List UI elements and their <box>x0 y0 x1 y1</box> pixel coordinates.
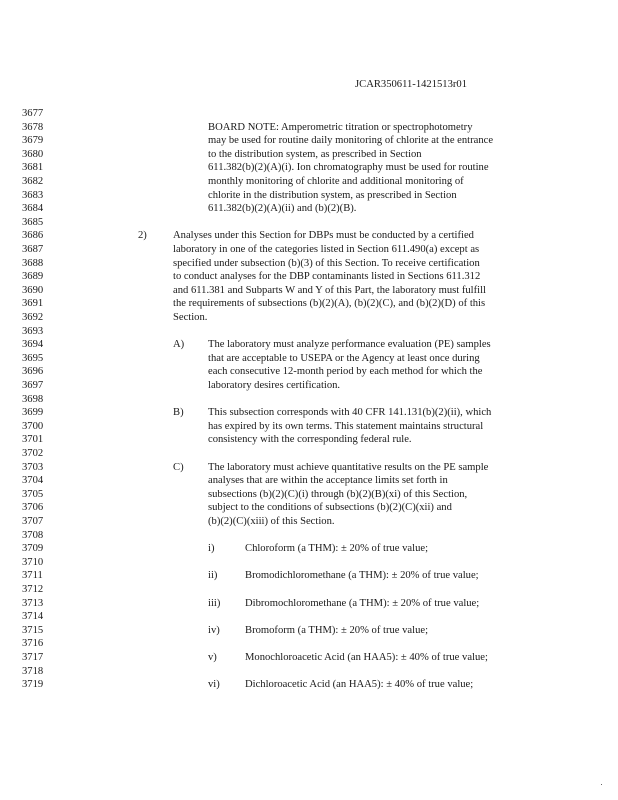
item-label: iv) <box>208 624 220 636</box>
line-number: 3716 <box>22 638 44 650</box>
item-text: Chloroform (a THM): ± 20% of true value; <box>245 543 429 555</box>
line-number: 3713 <box>22 597 44 609</box>
line-number: 3694 <box>22 339 44 351</box>
line-number: 3710 <box>22 556 44 568</box>
item-label: v) <box>208 652 217 663</box>
subsection-c-line: subsections (b)(2)(C)(i) through (b)(2)(B)(xi) of this Section, <box>208 488 468 500</box>
item-text: Dibromochloromethane (a THM): ± 20% of true value; <box>245 597 480 609</box>
line-number: 3679 <box>22 135 44 147</box>
line-number: 3715 <box>22 624 44 636</box>
line-number: 3701 <box>22 434 44 446</box>
subsection-b-line: consistency with the corresponding federal rule. <box>208 434 412 446</box>
item-label: ii) <box>208 570 218 582</box>
para2-line: laboratory in one of the categories listed in Section 611.490(a) except as <box>173 244 480 255</box>
item-label: iii) <box>208 597 221 609</box>
line-number: 3687 <box>22 244 44 255</box>
line-number: 3699 <box>22 407 44 419</box>
subsection-b-line: This subsection corresponds with 40 CFR 141.131(b)(2)(ii), which <box>208 407 492 419</box>
subsection-label-c: C) <box>173 461 184 473</box>
subsection-c-line: analyses that are within the acceptance limits set forth in <box>208 475 448 487</box>
para2-line: to conduct analyses for the DBP contaminants listed in Sections 611.312 <box>173 271 481 283</box>
board-note-line: chlorite in the distribution system, as prescribed in Section <box>208 189 457 201</box>
line-number: 3685 <box>22 216 44 228</box>
line-number: 3706 <box>22 502 44 514</box>
line-number: 3714 <box>22 611 44 623</box>
line-number: 3712 <box>22 584 44 595</box>
line-number: 3708 <box>22 529 44 541</box>
subsection-c-line: The laboratory must achieve quantitative results on the PE sample <box>208 461 489 473</box>
line-number: 3678 <box>22 121 44 133</box>
item-label: i) <box>208 543 215 555</box>
para-label-2: 2) <box>138 230 147 242</box>
para2-line: specified under subsection (b)(3) of this Section. To receive certification <box>173 257 480 269</box>
line-number: 3717 <box>22 652 44 663</box>
line-number: 3696 <box>22 366 44 378</box>
line-number: 3681 <box>22 162 44 174</box>
line-number: 3692 <box>22 312 44 323</box>
line-number: 3703 <box>22 461 44 473</box>
line-number: 3719 <box>22 679 44 691</box>
para2-line: and 611.381 and Subparts W and Y of this Part, the laboratory must fulfill <box>173 284 486 296</box>
document-id-header: JCAR350611-1421513r01 <box>355 79 468 90</box>
line-number: 3698 <box>22 393 44 405</box>
subsection-a-line: The laboratory must analyze performance evaluation (PE) samples <box>208 339 491 351</box>
line-number: 3684 <box>22 203 44 215</box>
line-number: 3718 <box>22 665 44 677</box>
subsection-a-line: laboratory desires certification. <box>208 380 341 391</box>
page-speck <box>601 784 602 785</box>
line-number: 3683 <box>22 189 44 201</box>
line-number: 3707 <box>22 516 44 527</box>
line-number: 3695 <box>22 352 44 364</box>
line-number: 3691 <box>22 298 44 310</box>
para2-line: the requirements of subsections (b)(2)(A), (b)(2)(C), and (b)(2)(D) of this <box>173 298 486 310</box>
line-number: 3709 <box>22 543 44 555</box>
para2-line: Section. <box>173 312 208 323</box>
line-number: 3705 <box>22 488 44 500</box>
line-number: 3677 <box>22 108 44 119</box>
line-number: 3686 <box>22 230 44 242</box>
line-number: 3700 <box>22 420 44 432</box>
item-text: Bromodichloromethane (a THM): ± 20% of true value; <box>245 570 479 582</box>
line-number: 3688 <box>22 257 44 269</box>
line-number: 3693 <box>22 325 44 337</box>
line-number: 3697 <box>22 380 44 391</box>
line-number: 3704 <box>22 475 44 487</box>
subsection-label-b: B) <box>173 407 184 419</box>
line-number: 3689 <box>22 271 44 283</box>
board-note-line: 611.382(b)(2)(A)(ii) and (b)(2)(B). <box>208 203 357 215</box>
line-number: 3680 <box>22 148 44 160</box>
board-note-line: 611.382(b)(2)(A)(i). Ion chromatography must be used for routine <box>208 162 489 174</box>
item-label: vi) <box>208 679 220 691</box>
item-text: Monochloroacetic Acid (an HAA5): ± 40% of true value; <box>245 652 488 663</box>
board-note-line: BOARD NOTE: Amperometric titration or spectrophotometry <box>208 121 473 133</box>
item-text: Bromoform (a THM): ± 20% of true value; <box>245 624 429 636</box>
line-number: 3682 <box>22 176 44 187</box>
subsection-a-line: that are acceptable to USEPA or the Agency at least once during <box>208 352 480 364</box>
subsection-c-line: (b)(2)(C)(xiii) of this Section. <box>208 516 335 527</box>
subsection-a-line: each consecutive 12-month period by each method for which the <box>208 366 483 378</box>
board-note-line: monthly monitoring of chlorite and additional monitoring of <box>208 176 464 187</box>
line-number: 3711 <box>22 570 43 582</box>
line-number: 3702 <box>22 448 44 459</box>
line-number: 3690 <box>22 284 44 296</box>
item-text: Dichloroacetic Acid (an HAA5): ± 40% of true value; <box>245 679 474 691</box>
subsection-b-line: has expired by its own terms. This statement maintains structural <box>208 420 484 432</box>
subsection-label-a: A) <box>173 339 185 351</box>
board-note-line: may be used for routine daily monitoring of chlorite at the entrance <box>208 135 494 147</box>
board-note-line: to the distribution system, as prescribed in Section <box>208 148 422 160</box>
subsection-c-line: subject to the conditions of subsections (b)(2)(C)(xii) and <box>208 502 452 514</box>
para2-line: Analyses under this Section for DBPs must be conducted by a certified <box>173 230 474 242</box>
